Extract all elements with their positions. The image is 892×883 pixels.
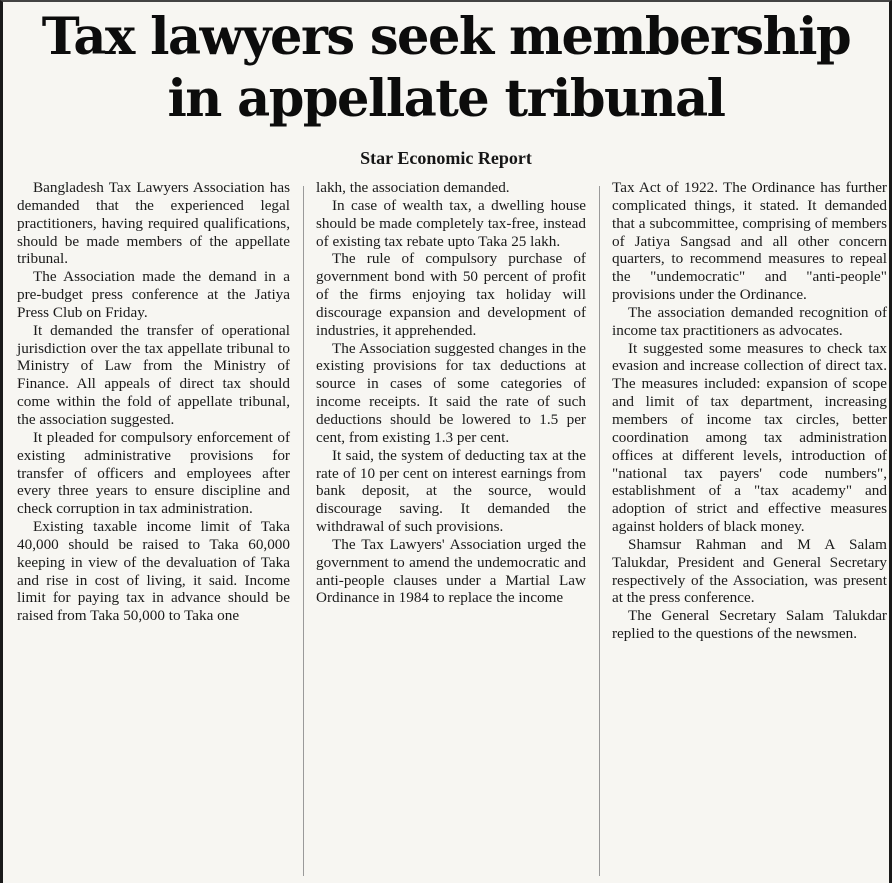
paragraph: In case of wealth tax, a dwelling house should be made completely tax-free, instead of existing tax rebate upto Taka 25 lakh.: [316, 196, 586, 250]
paragraph: Bangladesh Tax Lawyers Association has demanded that the experienced legal practitioners, having required qualifications, should be made members of the appellate tribunal.: [17, 179, 290, 268]
paragraph-continued: lakh, the association demanded.: [316, 179, 510, 196]
paragraph: Existing taxable income limit of Taka 40,000 should be raised to Taka 60,000 keeping in view of the devaluation of Taka and rise in cost of living, it said. Income limit for paying tax in advance should be raised from Taka 50,000 to Taka one: [17, 518, 290, 625]
paragraph: The rule of compulsory purchase of government bond with 50 percent of profit of the firms enjoying tax holiday will discourage expansion and development of industries, it apprehended.: [316, 250, 586, 339]
paragraph: It pleaded for compulsory enforcement of existing administrative provisions for transfer of officers and employees after every three years to ensure discipline and check corruption in tax administration.: [17, 428, 290, 518]
paragraph: The Association made the demand in a pre-budget press conference at the Jatiya Press Club on Friday.: [17, 268, 290, 321]
headline: [3, 6, 889, 130]
paragraph: The General Secretary Salam Talukdar replied to the questions of the newsmen.: [612, 607, 887, 643]
paragraph-continued: Tax Act of 1922. The Ordinance has further complicated things, it stated. It demanded that a subcommittee, comprising of members of Jatiya Sangsad and all other concern quarters, to recommend measures to repeal the "undemocratic" and "anti-people" provisions under the Ordinance.: [612, 179, 887, 304]
column-2: [316, 179, 586, 883]
paragraph: The association demanded recognition of income tax practitioners as advocates.: [612, 303, 887, 339]
paragraph: The Association suggested changes in the existing provisions for tax deductions at source in cases of some categories of income receipts. It said the rate of such deductions should be lowered to 1.5 per cent, from existing 1.3 per cent.: [316, 339, 586, 446]
paragraph: It suggested some measures to check tax evasion and increase collection of direct tax. The measures included: expansion of scope and limit of tax department, increasing members of income tax circles, better coordination among tax administration offices at different levels, introduction of "national tax payers' code numbers", establishment of a "tax academy" and adoption of strict and effective measures against holders of black money.: [612, 339, 887, 536]
headline-line-2: in appellate tribunal: [167, 69, 725, 129]
paragraph: It demanded the transfer of operational jurisdiction over the tax appellate tribunal to Ministry of Law from the Ministry of Finance. All appeals of direct tax should come within the fold of appellate tribunal, the association suggested.: [17, 321, 290, 428]
byline: Star Economic Report: [360, 148, 532, 168]
paragraph: It said, the system of deducting tax at the rate of 10 per cent on interest earnings from bank deposit, at the source, would discourage saving. It demanded the withdrawal of such provisions.: [316, 446, 586, 536]
headline-line-1: Tax lawyers seek membership: [41, 7, 851, 67]
column-1: [17, 179, 290, 883]
column-3: [612, 179, 887, 883]
paragraph: The Tax Lawyers' Association urged the government to amend the undemocratic and anti-people clauses under a Martial Law Ordinance in 1984 to replace the income: [316, 535, 586, 607]
paragraph: Shamsur Rahman and M A Salam Talukdar, President and General Secretary respectively of the Association, was present at the press conference.: [612, 535, 887, 607]
article-body: [17, 179, 887, 883]
